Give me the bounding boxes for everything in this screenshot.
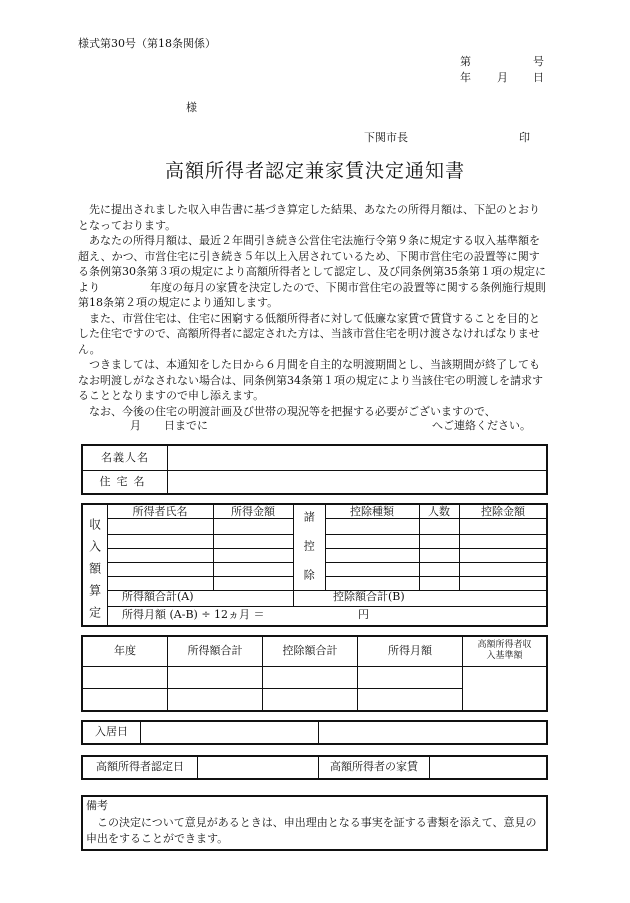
- col-monthly-income: 所得月額: [358, 636, 463, 666]
- page-title: 高額所得者認定兼家賃決定通知書: [164, 160, 465, 182]
- deadline-month: 月: [130, 419, 141, 432]
- paragraph-4: つきましては、本通知をした日から６月間を自主的な明渡期間とし、当該期間が終了してもなお明渡しがなされない場合は、同条例第34条第１項の規定により当該住宅の明渡しを請求することとなりますので申し添えます。: [78, 358, 543, 402]
- address-field[interactable]: [168, 470, 548, 494]
- col-income-amount: 所得金額: [231, 505, 275, 518]
- form-number: 様式第30号（第18条関係）: [78, 37, 216, 50]
- tenant-name-label: 名義人名: [82, 445, 168, 470]
- history-cell[interactable]: [168, 688, 263, 711]
- move-in-table: [81, 720, 548, 745]
- deadline-day: 日までに: [164, 419, 208, 432]
- date-month: 月: [497, 71, 508, 84]
- date-year: 年: [460, 71, 471, 84]
- col-standard-amount: 高額所得者収入基準額: [463, 636, 548, 666]
- doc-number-suffix: 号: [533, 55, 544, 68]
- tenant-name-field[interactable]: [168, 445, 548, 470]
- rent-label: 高額所得者の家賃: [319, 756, 430, 779]
- history-cell[interactable]: [168, 666, 263, 688]
- deduction-total-label: 控除額合計(B): [333, 590, 405, 603]
- history-cell[interactable]: [358, 666, 463, 688]
- move-in-label: 入居日: [82, 721, 141, 744]
- col-year: 年度: [82, 636, 168, 666]
- monthly-income-formula: 所得月額 (A-B) ÷ 12ヵ月 ＝: [122, 608, 265, 621]
- paragraph-2b: 年度の毎月の家賃を決定したので、下関市営住宅の設置等に関する条例施行規則第18条第２項の規定により通知します。: [78, 280, 546, 309]
- history-cell[interactable]: [82, 688, 168, 711]
- income-total-label: 所得額合計(A): [122, 590, 194, 603]
- date-day: 日: [533, 71, 544, 84]
- issuer-name: 下関市長: [364, 131, 408, 144]
- history-cell[interactable]: [263, 666, 358, 688]
- history-cell[interactable]: [263, 688, 358, 711]
- history-table: [81, 635, 548, 712]
- move-in-field[interactable]: [141, 721, 319, 744]
- addressee-honorific: 様: [186, 101, 197, 114]
- cert-date-field[interactable]: [198, 756, 319, 779]
- col-earner-name: 所得者氏名: [132, 505, 188, 518]
- paragraph-2a: あなたの所得月額は、最近２年間引き続き公営住宅法施行令第９条に規定する収入基準額を超え、かつ、市営住宅に引き続き５年以上入居されているため、下関市営住宅の設置等に関する条例第30条第３項の規定により高額所得者として認定し、及び同条例第35条第１項の規定により: [78, 234, 546, 294]
- rent-field[interactable]: [430, 756, 548, 779]
- tenant-table: [81, 444, 548, 495]
- col-deduction-type: 控除種類: [350, 505, 394, 518]
- standard-amount-cell[interactable]: [463, 666, 548, 711]
- paragraph-1: 先に提出されました収入申告書に基づき算定した結果、あなたの所得月額は、下記のとおりとなっております。: [78, 203, 540, 232]
- doc-number-prefix: 第: [460, 55, 471, 68]
- address-label: 住宅名: [82, 470, 168, 494]
- cert-date-label: 高額所得者認定日: [82, 756, 198, 779]
- certification-table: [81, 755, 548, 780]
- col-deduction-amount: 控除金額: [481, 505, 525, 518]
- paragraph-2: [78, 233, 548, 311]
- col-people: 人数: [428, 505, 450, 518]
- history-cell[interactable]: [358, 688, 463, 711]
- yen-unit: 円: [358, 608, 369, 621]
- notice-body: [78, 202, 548, 419]
- paragraph-5: なお、今後の住宅の明渡計画及び世帯の現況等を把握する必要がございますので、: [89, 404, 496, 418]
- col-income-total: 所得額合計: [168, 636, 263, 666]
- col-deduction-total: 控除額合計: [263, 636, 358, 666]
- remarks-label: 備考: [86, 799, 108, 812]
- deduction-side-label: 諸控除: [302, 511, 316, 598]
- seal-mark: 印: [519, 131, 530, 144]
- move-in-extra-field[interactable]: [319, 721, 548, 744]
- history-cell[interactable]: [82, 666, 168, 688]
- remarks-text: この決定について意見があるときは、申出理由となる事実を証する書類を添えて、意見の申出をすることができます。: [86, 816, 537, 845]
- paragraph-3: また、市営住宅は、住宅に困窮する低額所得者に対して低廉な家賃で賃貸することを目的とした住宅ですので、高額所得者に認定された方は、当該市営住宅を明け渡さなければなりません。: [78, 311, 540, 356]
- income-calc-side-label: 収入額算定: [87, 518, 102, 628]
- contact-request: へご連絡ください。: [432, 419, 531, 432]
